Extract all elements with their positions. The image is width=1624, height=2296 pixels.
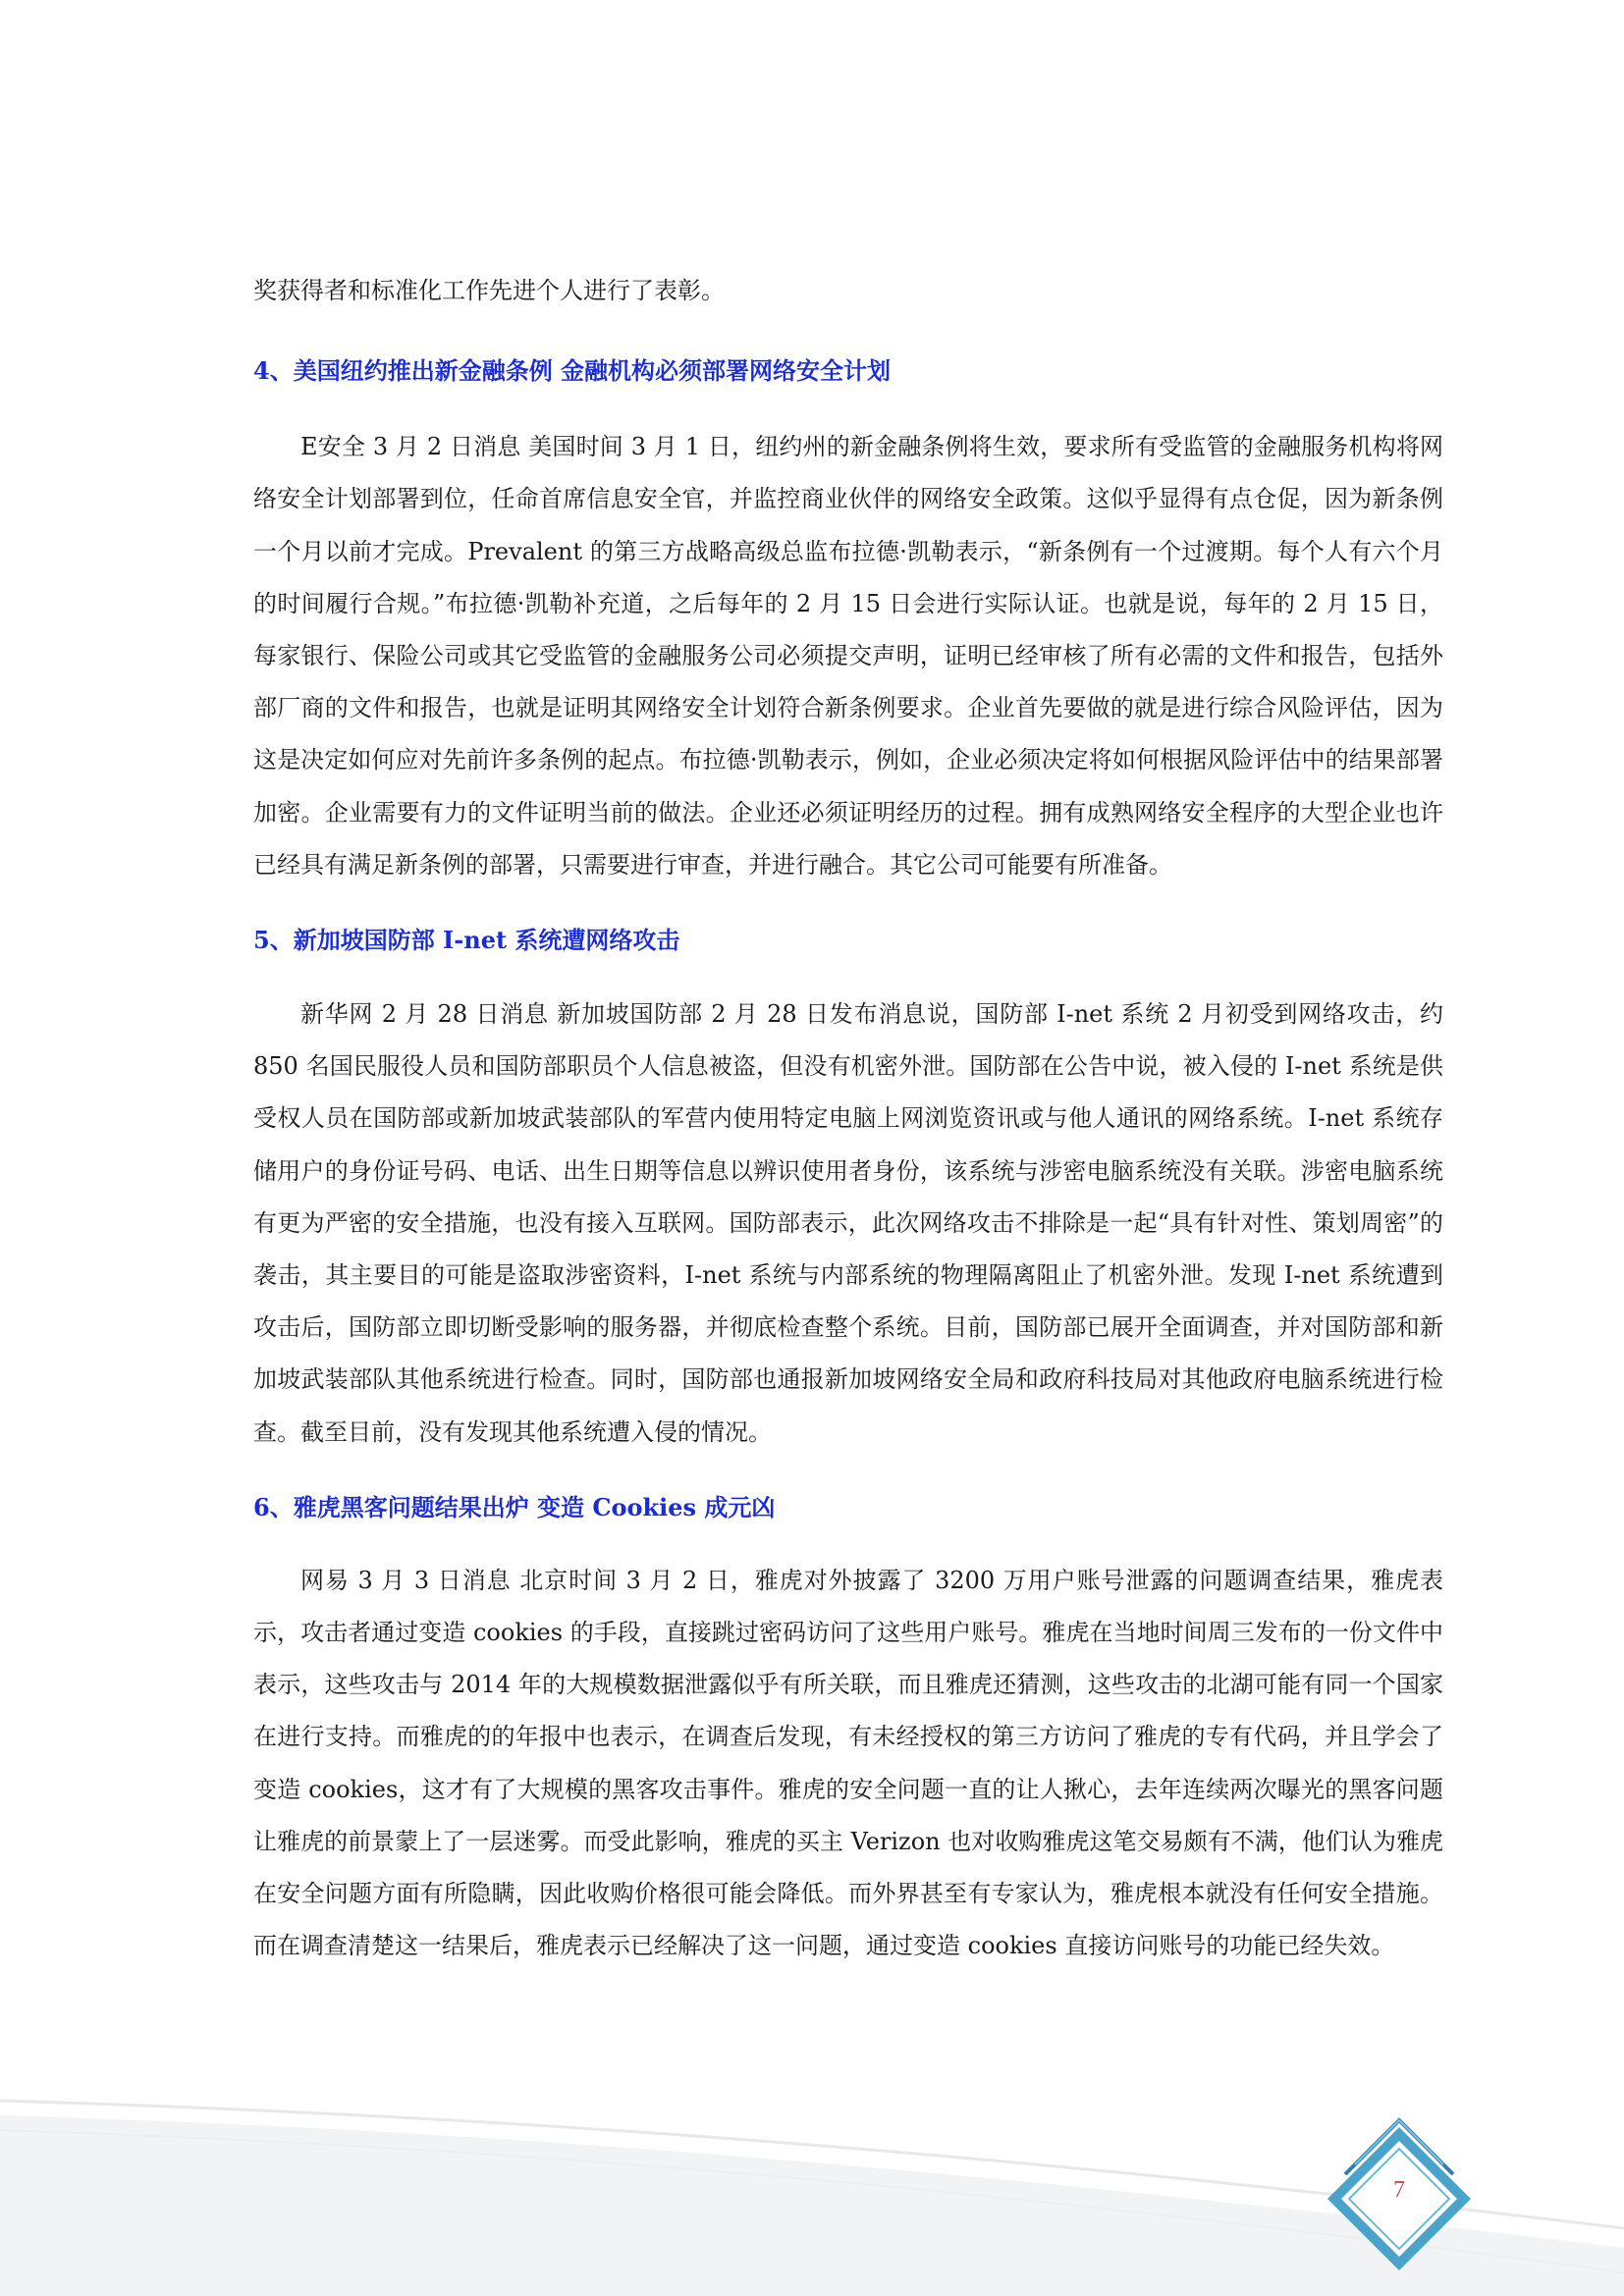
article-body — [253, 265, 1443, 1972]
section-heading-4: 4、美国纽约推出新金融条例 金融机构必须部署网络安全计划 — [253, 356, 892, 386]
section-4-body: E安全 3 月 2 日消息 美国时间 3 月 1 日，纽约州的新金融条例将生效，要求所有受监管的金融服务机构将网络安全计划部署到位，任命首席信息安全官，并监控商业伙伴的网络安全政策。这似乎显得有点仓促，因为新条例一个月以前才完成。Prevalent 的第三方战略高级总监布拉德·凯勒表示，“新条例有一个过渡期。每个人有六个月的时间履行合规。”布拉德·凯勒补充道，之后每年的 2 月 15 日会进行实际认证。也就是说，每年的 2 月 15 日，每家银行、保险公司或其它受监管的金融服务公司必须提交声明，证明已经审核了所有必需的文件和报告，包括外部厂商的文件和报告，也就是证明其网络安全计划符合新条例要求。企业首先要做的就是进行综合风险评估，因为这是决定如何应对先前许多条例的起点。布拉德·凯勒表示，例如，企业必须决定将如何根据风险评估中的结果部署加密。企业需要有力的文件证明当前的做法。企业还必须证明经历的过程。拥有成熟网络安全程序的大型企业也许已经具有满足新条例的部署，只需要进行审查，并进行融合。其它公司可能要有所准备。 — [253, 433, 1443, 879]
section-6-body: 网易 3 月 3 日消息 北京时间 3 月 2 日，雅虎对外披露了 3200 万用户账号泄露的问题调查结果，雅虎表示，攻击者通过变造 cookies 的手段，直接跳过密码访问了这些用户账号。雅虎在当地时间周三发布的一份文件中表示，这些攻击与 2014 年的大规模数据泄露似乎有所关联，而且雅虎还猜测，这些攻击的北湖可能有同一个国家在进行支持。而雅虎的的年报中也表示，在调查后发现，有未经授权的第三方访问了雅虎的专有代码，并且学会了变造 cookies，这才有了大规模的黑客攻击事件。雅虎的安全问题一直的让人揪心，去年连续两次曝光的黑客问题让雅虎的前景蒙上了一层迷雾。而受此影响，雅虎的买主 Verizon 也对收购雅虎这笔交易颇有不满，他们认为雅虎在安全问题方面有所隐瞒，因此收购价格很可能会降低。而外界甚至有专家认为，雅虎根本就没有任何安全措施。而在调查清楚这一结果后，雅虎表示已经解决了这一问题，通过变造 cookies 直接访问账号的功能已经失效。 — [253, 1566, 1443, 1960]
section-heading-5: 5、新加坡国防部 I-net 系统遭网络攻击 — [253, 926, 680, 955]
paragraph-continued: 奖获得者和标准化工作先进个人进行了表彰。 — [253, 277, 725, 304]
section-5-body: 新华网 2 月 28 日消息 新加坡国防部 2 月 28 日发布消息说，国防部 I-net 系统 2 月初受到网络攻击，约 850 名国民服役人员和国防部职员个人信息被盗，但没有机密外泄。国防部在公告中说，被入侵的 I-net 系统是供受权人员在国防部或新加坡武装部队的军营内使用特定电脑上网浏览资讯或与他人通讯的网络系统。I-net 系统存储用户的身份证号码、电话、出生日期等信息以辨识使用者身份，该系统与涉密电脑系统没有关联。涉密电脑系统有更为严密的安全措施，也没有接入互联网。国防部表示，此次网络攻击不排除是一起“具有针对性、策划周密”的袭击，其主要目的可能是盗取涉密资料，I-net 系统与内部系统的物理隔离阻止了机密外泄。发现 I-net 系统遭到攻击后，国防部立即切断受影响的服务器，并彻底检查整个系统。目前，国防部已展开全面调查，并对国防部和新加坡武装部队其他系统进行检查。同时，国防部也通报新加坡网络安全局和政府科技局对其他政府电脑系统进行检查。截至目前，没有发现其他系统遭入侵的情况。 — [253, 1000, 1443, 1446]
section-heading-6: 6、雅虎黑客问题结果出炉 变造 Cookies 成元凶 — [253, 1492, 776, 1522]
page-number: 7 — [1393, 2177, 1405, 2203]
